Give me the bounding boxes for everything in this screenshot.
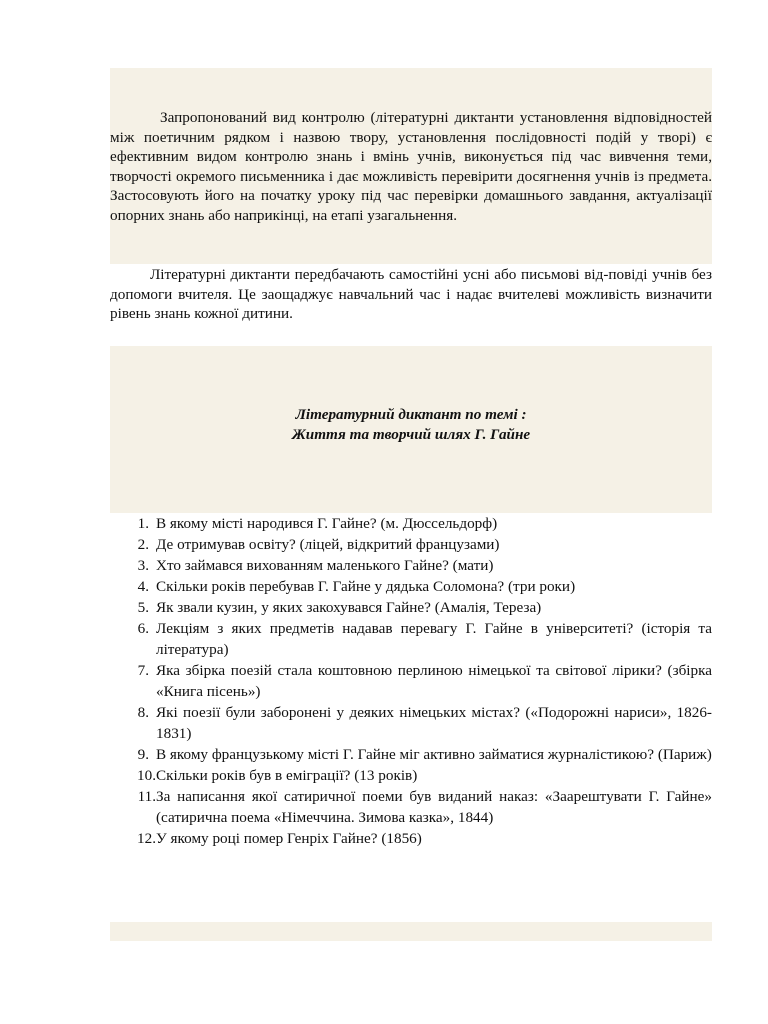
question-text: Лекціям з яких предметів надавав перевагу Г. Гайне в університеті? (історія та література) <box>156 620 712 658</box>
question-number: 2. <box>137 536 149 553</box>
question-text: Які поезії були заборонені у деяких німецьких містах? («Подорожні нариси», 1826-1831) <box>156 704 712 742</box>
question-number: 11. <box>137 788 156 805</box>
list-item <box>110 828 712 849</box>
list-item <box>110 513 712 534</box>
list-item <box>110 576 712 597</box>
dictation-title <box>110 405 712 444</box>
intro-paragraph: Запропонований вид контролю (літературні диктанти установлення відповідностей між поетичним рядком і назвою твору, установлення послідовності подій у творі) є ефективним видом контролю знань і вмінь учнів, виконується під час вивчення теми, творчості окремого письменника і дає можливість перевірити досягнення учнів із предмета. Застосовують його на початку уроку під час перевірки домашнього завдання, актуалізації опорних знань або наприкінці, на етапі узагальнення. <box>110 109 712 224</box>
question-number: 10. <box>137 767 156 784</box>
second-paragraph: Літературні диктанти передбачають самостійні усні або письмові від-повіді учнів без допомоги вчителя. Це заощаджує навчальний час і надає вчителеві можливість визначити рівень знань кожної дитини. <box>110 266 712 323</box>
list-item <box>110 660 712 702</box>
question-number: 5. <box>137 599 149 616</box>
question-text: Хто займався вихованням маленького Гайне? (мати) <box>156 557 494 574</box>
question-number: 12. <box>137 830 156 847</box>
question-number: 6. <box>137 620 149 637</box>
question-text: Скільки років перебував Г. Гайне у дядька Соломона? (три роки) <box>156 578 576 595</box>
question-list <box>110 513 712 849</box>
list-item <box>110 534 712 555</box>
question-text: Де отримував освіту? (ліцей, відкритий французами) <box>156 536 500 553</box>
question-number: 3. <box>137 557 149 574</box>
question-text: В якому французькому місті Г. Гайне міг активно займатися журналістикою? (Париж) <box>156 746 712 763</box>
dictation-title-line-2: Життя та творчий шлях Г. Гайне <box>291 425 531 443</box>
question-number: 4. <box>137 578 149 595</box>
question-text: Скільки років був в еміграції? (13 років) <box>156 767 418 784</box>
list-item <box>110 786 712 828</box>
question-number: 7. <box>137 662 149 679</box>
question-number: 1. <box>137 515 149 532</box>
list-item <box>110 597 712 618</box>
question-text: За написання якої сатиричної поеми був виданий наказ: «Заарештувати Г. Гайне» (сатирична поема «Німеччина. Зимова казка», 1844) <box>156 788 712 826</box>
question-number: 9. <box>137 746 149 763</box>
dictation-title-line-1: Літературний диктант по темі : <box>295 406 527 423</box>
question-text: У якому році помер Генріх Гайне? (1856) <box>156 830 422 847</box>
list-item <box>110 765 712 786</box>
list-item <box>110 702 712 744</box>
list-item <box>110 555 712 576</box>
list-item <box>110 618 712 660</box>
highlight-band-bottom <box>110 922 712 941</box>
question-number: 8. <box>137 704 149 721</box>
question-text: Як звали кузин, у яких закохувався Гайне? (Амалія, Тереза) <box>156 599 542 616</box>
question-text: Яка збірка поезій стала коштовною перлиною німецької та світової лірики? (збірка «Книга пісень») <box>156 662 712 700</box>
question-text: В якому місті народився Г. Гайне? (м. Дюссельдорф) <box>156 515 498 532</box>
list-item <box>110 744 712 765</box>
